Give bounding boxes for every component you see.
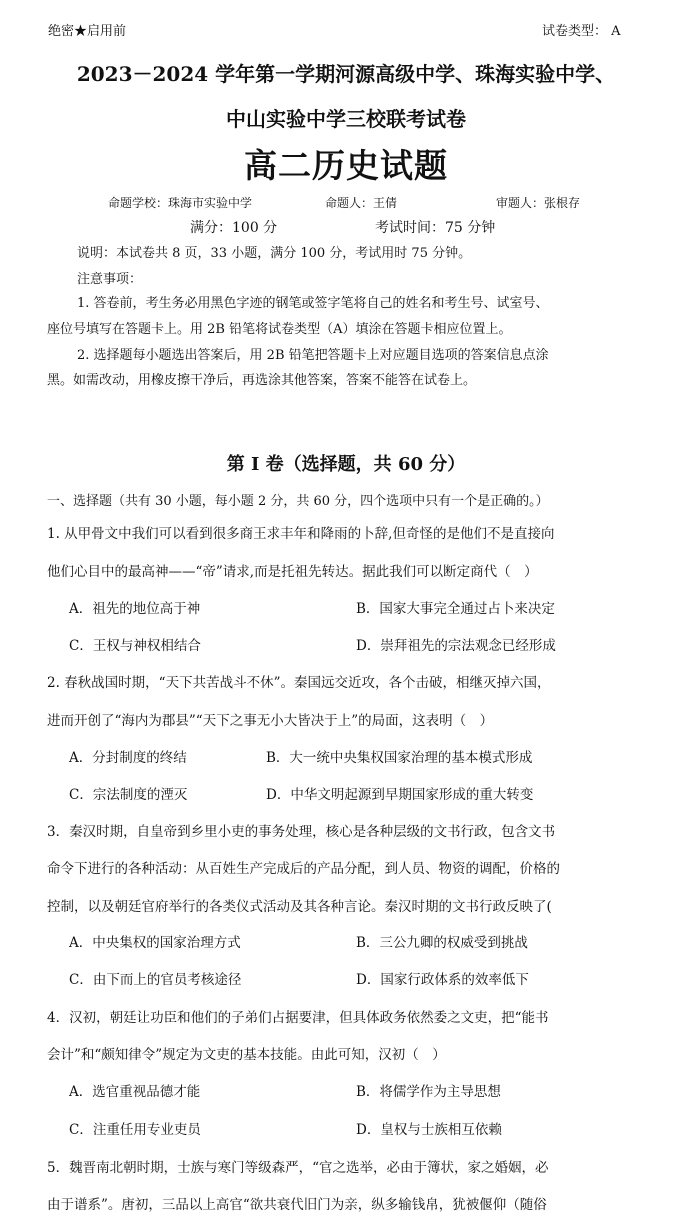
question-3-line2: 命令下进行的各种活动：从百姓生产完成后的产品分配，到人员、物资的调配，价格的	[47, 861, 560, 877]
question-2-line2: 进而开创了“海内为郡县”“天下之事无小大皆决于上”的局面，这表明（ ）	[47, 713, 494, 729]
question-4-line2: 会计”和“颇知律令”规定为文吏的基本技能。由此可知，汉初（ ）	[47, 1047, 446, 1063]
exam-title-line2: 中山实验中学三校联考试卷	[226, 107, 466, 131]
question-4-option-d: D．皇权与士族相互依赖	[356, 1122, 502, 1138]
question-reviewer: 审题人：张根存	[496, 196, 581, 210]
question-3-option-d: D．国家行政体系的效率低下	[356, 972, 529, 988]
note-1-line1: 1. 答卷前，考生务必用黑色字迹的钢笔或签字笔将自己的姓名和考生号、试室号、	[77, 296, 549, 311]
exam-type-label: 试卷类型： A	[542, 24, 621, 39]
question-author: 命题人：王倩	[325, 196, 398, 210]
setting-school: 命题学校：珠海市实验中学	[108, 196, 253, 210]
question-3-option-b: B．三公九卿的权威受到挑战	[356, 935, 528, 951]
note-1-line2: 座位号填写在答题卡上。用 2B 铅笔将试卷类型（A）填涂在答题卡相应位置上。	[47, 322, 512, 337]
question-4-line1: 4．汉初，朝廷让功臣和他们的子弟们占据要津，但具体政务依然委之文吏，把“能书	[47, 1010, 549, 1026]
subject-title: 高二历史试题	[244, 146, 448, 185]
question-3-line3: 控制，以及朝廷官府举行的各类仪式活动及其各种言论。秦汉时期的文书行政反映了(	[47, 899, 552, 915]
question-2-option-c: C．宗法制度的湮灭	[69, 787, 188, 803]
part-intro: 一、选择题（共有 30 小题，每小题 2 分，共 60 分，四个选项中只有一个是正确的。）	[47, 494, 549, 509]
exam-description: 说明：本试卷共 8 页，33 小题，满分 100 分，考试用时 75 分钟。	[77, 246, 472, 261]
question-2-option-b: B．大一统中央集权国家治理的基本模式形成	[266, 750, 533, 766]
question-3-option-a: A．中央集权的国家治理方式	[69, 935, 241, 951]
question-2-line1: 2. 春秋战国时期，“天下共苦战斗不休”。秦国远交近攻，各个击破，相继灭掉六国，	[47, 675, 551, 691]
question-3-line1: 3．秦汉时期，自皇帝到乡里小吏的事务处理，核心是各种层级的文书行政，包含文书	[47, 824, 556, 840]
question-5-line1: 5．魏晋南北朝时期，士族与寒门等级森严，“官之选举，必由于簿状，家之婚姻，必	[47, 1160, 549, 1176]
full-score: 满分：100 分	[190, 220, 278, 236]
question-2-option-d: D．中华文明起源到早期国家形成的重大转变	[266, 787, 534, 803]
note-2-line2: 黑。如需改动，用橡皮擦干净后，再选涂其他答案，答案不能答在试卷上。	[47, 373, 477, 388]
question-1-option-b: B．国家大事完全通过占卜来决定	[356, 601, 555, 617]
question-5-line2: 由于谱系”。唐初，三品以上高官“欲共衰代旧门为亲，纵多输钱帛，犹被偃仰（随俗	[47, 1197, 547, 1213]
question-1-line2: 他们心目中的最高神——“帝”请求,而是托祖先转达。据此我们可以断定商代（ ）	[47, 564, 538, 580]
question-1-option-a: A．祖先的地位高于神	[69, 601, 201, 617]
confidential-label: 绝密★启用前	[48, 24, 127, 39]
question-3-option-c: C．由下而上的官员考核途径	[69, 972, 242, 988]
notes-title: 注意事项：	[77, 272, 143, 287]
question-1-line1: 1. 从甲骨文中我们可以看到很多商王求丰年和降雨的卜辞,但奇怪的是他们不是直接向	[47, 526, 555, 542]
question-1-option-d: D．崇拜祖先的宗法观念已经形成	[356, 638, 556, 654]
note-2-line1: 2. 选择题每小题选出答案后，用 2B 铅笔把答题卡上对应题目选项的答案信息点涂	[77, 348, 549, 363]
question-1-option-c: C．王权与神权相结合	[69, 638, 201, 654]
question-4-option-b: B．将儒学作为主导思想	[356, 1084, 501, 1100]
exam-title-line1: 2023－2024 学年第一学期河源高级中学、珠海实验中学、	[76, 62, 616, 86]
exam-time: 考试时间：75 分钟	[375, 220, 496, 236]
question-2-option-a: A．分封制度的终结	[69, 750, 187, 766]
question-4-option-a: A．选官重视品德才能	[69, 1084, 201, 1100]
section-title: 第 I 卷（选择题，共 60 分）	[226, 454, 466, 475]
question-4-option-c: C．注重任用专业吏员	[69, 1122, 201, 1138]
